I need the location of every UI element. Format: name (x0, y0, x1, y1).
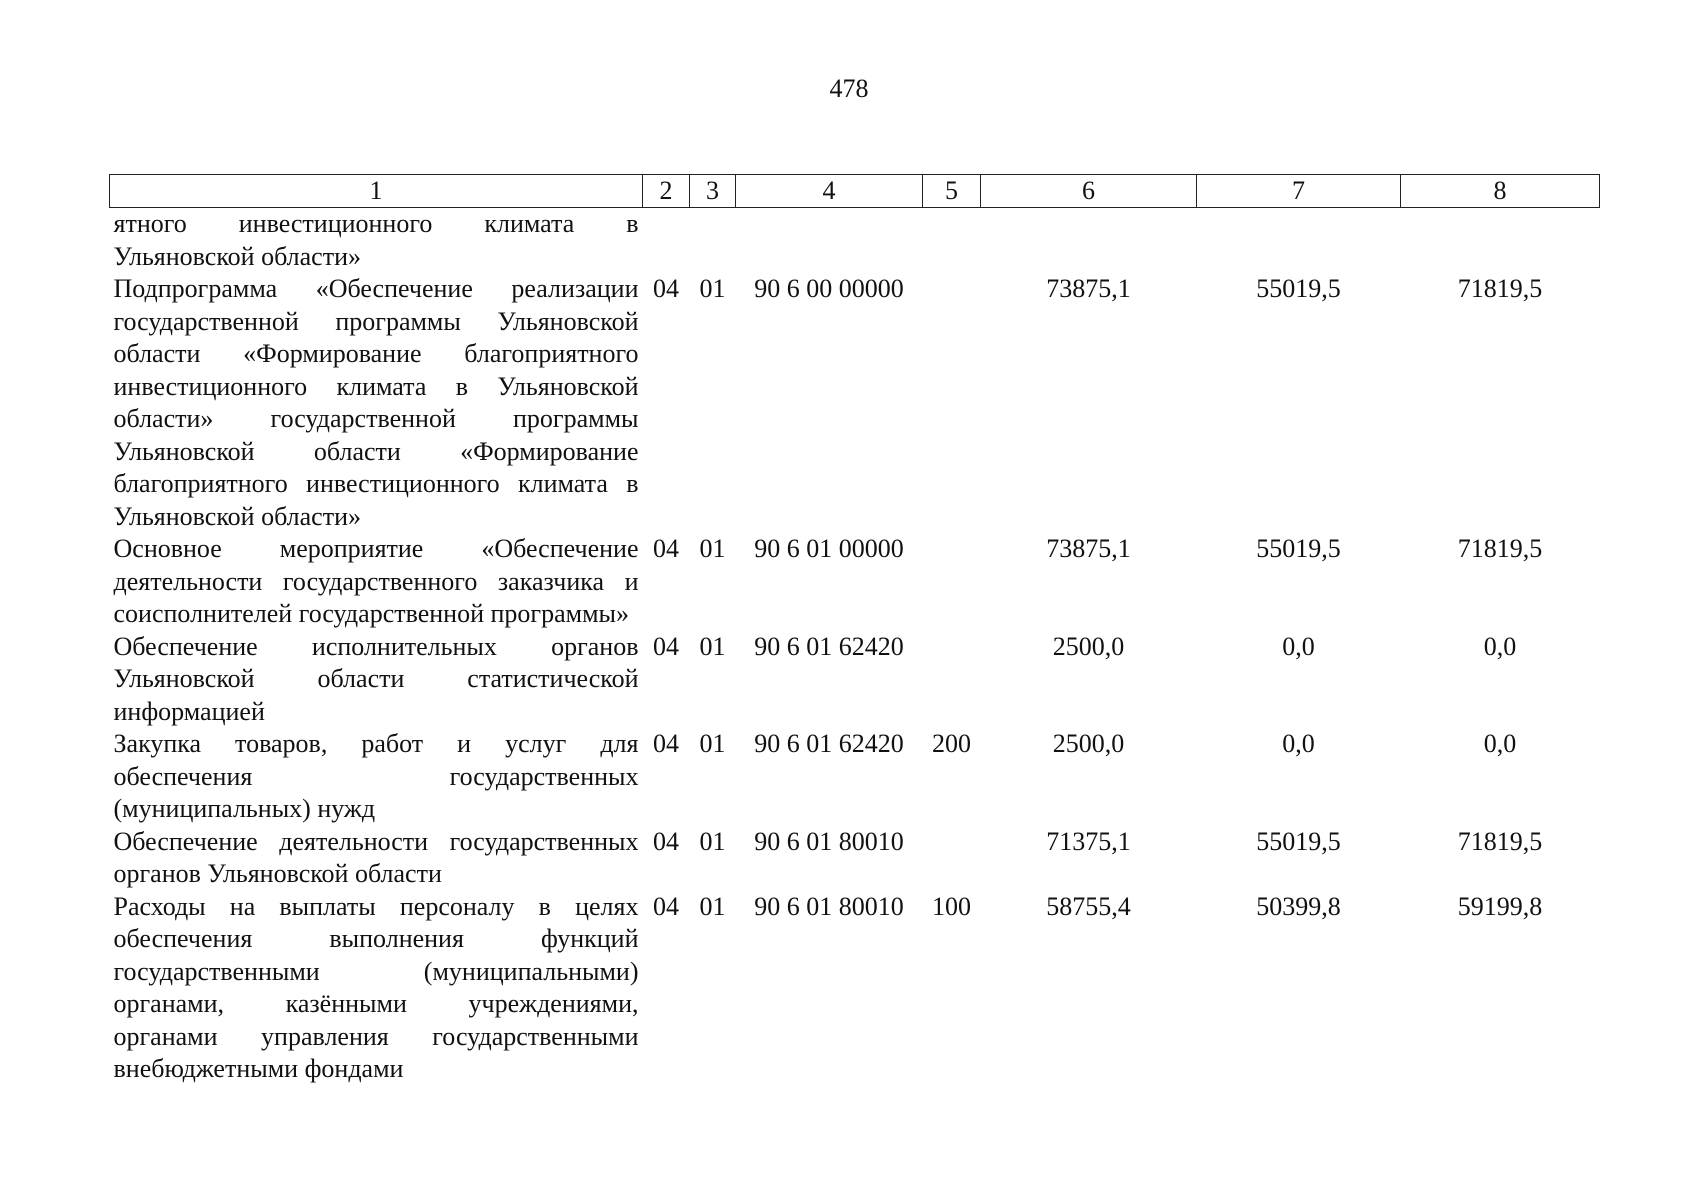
row-name: Обеспечение исполнительных органов Ульяновской области статистической информацией (113, 631, 639, 726)
row-name: Подпрограмма «Обеспечение реализации государственной программы Ульяновской области «Формирование благоприятного инвестиционного климата в Ульяновской области» государственной программы Ульяновской области «Формирование благоприятного инвестиционного климата в Ульяновской области» (113, 274, 639, 531)
target-article-code: 90 6 00 00000 (754, 274, 904, 303)
amount-col-8: 71819,5 (1457, 274, 1543, 303)
header-row (110, 175, 1600, 208)
table-row (110, 891, 1600, 1086)
target-article-code: 90 6 01 62420 (754, 631, 904, 661)
amount-col-7: 0,0 (1282, 729, 1315, 758)
amount-col-6: 73875,1 (1046, 274, 1131, 303)
amount-col-6: 2500,0 (1052, 631, 1125, 661)
section-code: 04 (653, 274, 679, 303)
table-row (110, 273, 1600, 533)
table-row (110, 631, 1600, 729)
section-code (643, 208, 690, 274)
expense-type-code: 200 (932, 729, 971, 758)
table-header (110, 175, 1600, 208)
page-number: 478 (829, 74, 869, 103)
column-header-2: 2 (643, 175, 690, 208)
amount-col-8 (1401, 208, 1600, 274)
subsection-code: 01 (699, 826, 726, 856)
amount-col-7: 55019,5 (1256, 274, 1341, 303)
row-name: Расходы на выплаты персоналу в целях обеспечения выполнения функций государственными (муниципальными) органами, казёнными учреждениями, органами управления государственными внебюджетными фондами (113, 891, 639, 1083)
expense-type-code (923, 533, 981, 631)
subsection-code: 01 (699, 891, 726, 921)
amount-col-6: 2500,0 (1052, 729, 1125, 758)
subsection-code: 01 (699, 274, 726, 303)
target-article-code (736, 208, 923, 274)
table-body (110, 208, 1600, 1086)
table-row (110, 533, 1600, 631)
expense-type-code (923, 208, 981, 274)
budget-table (109, 174, 1600, 1086)
subsection-code: 01 (699, 534, 726, 563)
column-header-4: 4 (736, 175, 923, 208)
table-row (110, 208, 1600, 274)
row-name: Основное мероприятие «Обеспечение деятельности государственного заказчика и соисполнителей государственной программы» (113, 534, 639, 628)
target-article-code: 90 6 01 80010 (754, 891, 904, 921)
section-code: 04 (653, 826, 679, 856)
section-code: 04 (653, 729, 679, 758)
column-header-8: 8 (1401, 175, 1600, 208)
table-row (110, 728, 1600, 826)
row-name: ятного инвестиционного климата в Ульяновской области» (113, 209, 639, 271)
target-article-code: 90 6 01 00000 (754, 534, 904, 563)
column-header-3: 3 (690, 175, 736, 208)
subsection-code (690, 208, 736, 274)
amount-col-7: 0,0 (1282, 631, 1315, 661)
expense-type-code (923, 273, 981, 533)
amount-col-8: 71819,5 (1457, 534, 1543, 563)
column-header-7: 7 (1197, 175, 1401, 208)
amount-col-6 (981, 208, 1197, 274)
amount-col-6: 58755,4 (1046, 891, 1131, 921)
amount-col-8: 0,0 (1483, 631, 1517, 661)
amount-col-7: 50399,8 (1256, 891, 1341, 921)
expense-type-code (923, 631, 981, 729)
section-code: 04 (653, 534, 679, 563)
amount-col-8: 0,0 (1483, 729, 1517, 758)
expense-type-code (923, 826, 981, 891)
row-name: Закупка товаров, работ и услуг для обеспечения государственных (муниципальных) нужд (113, 729, 639, 823)
column-header-6: 6 (981, 175, 1197, 208)
column-header-5: 5 (923, 175, 981, 208)
amount-col-7 (1197, 208, 1401, 274)
subsection-code: 01 (699, 729, 726, 758)
amount-col-8: 59199,8 (1457, 891, 1543, 921)
amount-col-6: 73875,1 (1046, 534, 1131, 563)
section-code: 04 (653, 891, 679, 921)
column-header-1: 1 (110, 175, 643, 208)
amount-col-7: 55019,5 (1256, 826, 1341, 856)
table-row (110, 826, 1600, 891)
row-name: Обеспечение деятельности государственных органов Ульяновской области (113, 826, 639, 888)
amount-col-8: 71819,5 (1457, 826, 1543, 856)
amount-col-6: 71375,1 (1046, 826, 1131, 856)
amount-col-7: 55019,5 (1256, 534, 1341, 563)
target-article-code: 90 6 01 62420 (754, 729, 904, 758)
section-code: 04 (653, 631, 679, 661)
subsection-code: 01 (699, 631, 726, 661)
expense-type-code: 100 (932, 891, 971, 921)
target-article-code: 90 6 01 80010 (754, 826, 904, 856)
